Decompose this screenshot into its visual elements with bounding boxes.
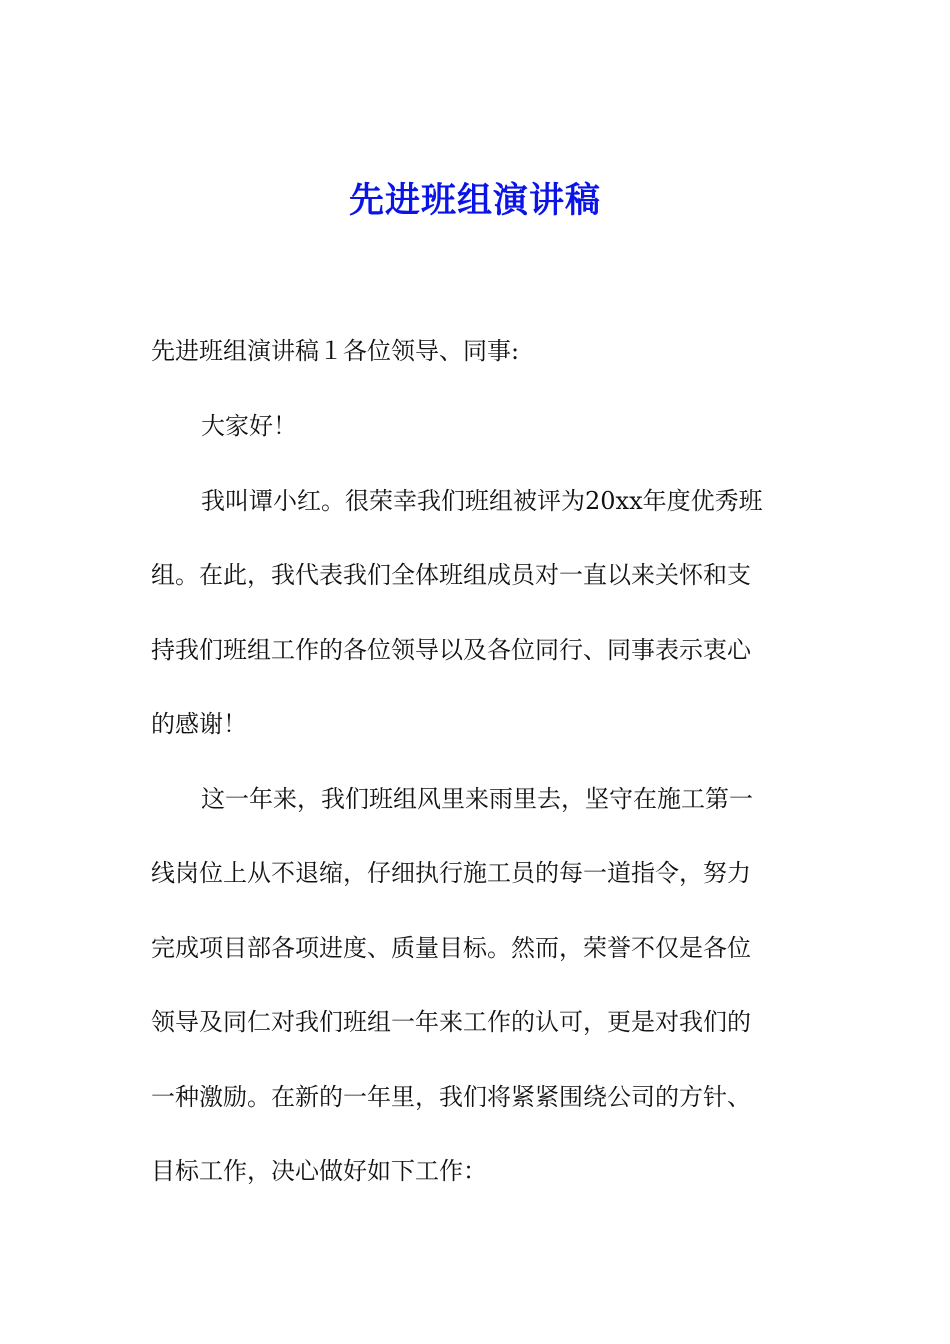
speech-heading-line: 先进班组演讲稿１各位领导、同事: [151, 337, 520, 365]
paragraph-line: 持我们班组工作的各位领导以及各位同行、同事表示衷心 [151, 636, 751, 664]
paragraph-line: 组。在此，我代表我们全体班组成员对一直以来关怀和支 [151, 561, 751, 589]
paragraph-line: 完成项目部各项进度、质量目标。然而，荣誉不仅是各位 [151, 934, 751, 962]
paragraph-line: 领导及同仁对我们班组一年来工作的认可，更是对我们的 [151, 1008, 751, 1036]
paragraph-line: 一种激励。在新的一年里，我们将紧紧围绕公司的方针、 [151, 1083, 751, 1111]
paragraph-line: 我叫谭小红。很荣幸我们班组被评为20xx年度优秀班 [201, 487, 763, 515]
paragraph-line: 目标工作，决心做好如下工作： [151, 1157, 487, 1185]
greeting-line: 大家好！ [201, 412, 297, 440]
paragraph-line: 线岗位上从不退缩，仔细执行施工员的每一道指令，努力 [151, 859, 751, 887]
paragraph-line: 这一年来，我们班组风里来雨里去，坚守在施工第一 [201, 785, 753, 813]
paragraph-line: 的感谢！ [151, 710, 247, 738]
document-title: 先进班组演讲稿 [348, 180, 601, 221]
